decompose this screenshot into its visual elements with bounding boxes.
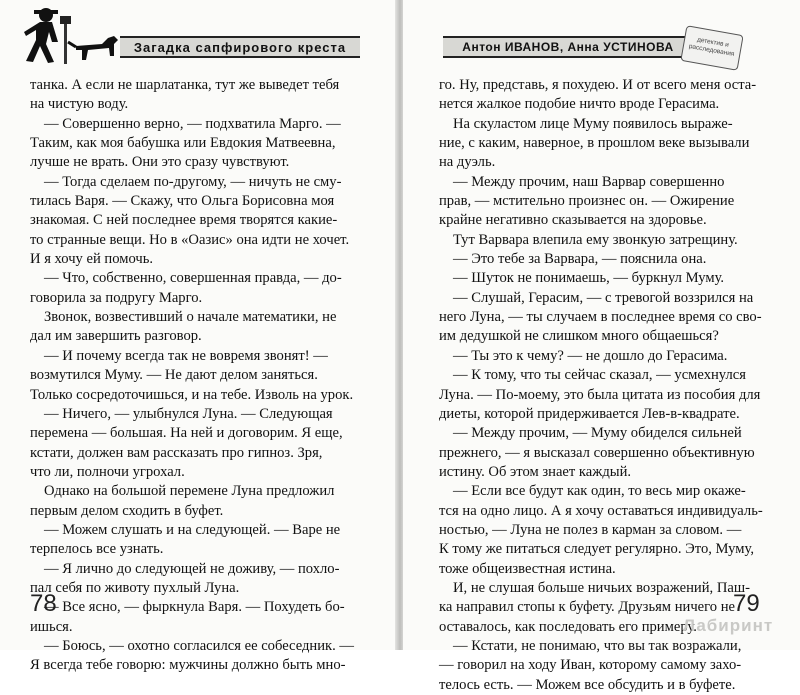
watermark-logo: Лабиринт	[683, 616, 774, 635]
text-line: оставалось, как последовать его примеру.	[439, 618, 697, 635]
text-line: Звонок, возвестивший о начале математики, не	[44, 309, 337, 326]
text-line: И, не слушая больше ничьих возражений, Паш-	[453, 579, 750, 596]
text-line: — Ничего, — улыбнулся Луна. — Следующая	[44, 405, 333, 422]
text-line: истину. Об этом знает каждый.	[439, 463, 632, 480]
text-line: диеты, которой придерживается Лев-в-квадрате.	[439, 405, 740, 422]
text-line: ишься.	[30, 618, 73, 635]
text-line: Я всегда тебе говорю: мужчины должно быть мно-	[30, 657, 346, 674]
text-line: — Я лично до следующей не доживу, — похло-	[44, 560, 340, 577]
text-line: — Слушай, Герасим, — с тревогой воззрился на	[453, 289, 754, 306]
text-line: — Ты это к чему? — не дошло до Герасима.	[453, 347, 728, 364]
text-line: — говорил на ходу Иван, которому самому захо-	[439, 657, 742, 674]
text-line: — Что, собственно, совершенная правда, — до-	[44, 270, 342, 287]
right-page-text	[439, 76, 761, 695]
text-line: Только сосредоточишься, и на тебе. Изволь на урок.	[30, 386, 354, 403]
running-header	[443, 36, 693, 58]
text-line: что ли, полночи угрохал.	[30, 463, 185, 480]
text-line: на дуэль.	[439, 154, 496, 171]
detective-with-dog-illustration	[18, 6, 126, 64]
text-line: прежнего, — я высказал совершенно объективную	[439, 444, 755, 461]
text-line: ние, с каким, наверное, в прошлом веке вызывали	[439, 135, 750, 152]
text-line: телось есть. — Можем все обсудить и в буфете.	[439, 676, 736, 693]
left-page-text	[30, 76, 355, 676]
text-line: перемена — большая. На ней и договорим. Я еще,	[30, 425, 343, 442]
text-line: ностью, — Луна не полез в карман за словом. —	[439, 521, 742, 538]
text-line: терпелось все узнать.	[30, 541, 164, 558]
text-line: На скуластом лице Муму появилось выраже-	[453, 115, 733, 132]
page-number: 79	[733, 590, 760, 617]
text-line: знакомая. С ней последнее время творятся какие-	[30, 212, 338, 229]
text-line: — Это тебе за Варвара, — пояснила она.	[453, 251, 707, 268]
text-line: Луна. — По-моему, это была цитата из пособия для	[439, 386, 761, 403]
text-line: — Все ясно, — фыркнула Варя. — Похудеть бо-	[44, 599, 345, 616]
text-line: тилась Варя. — Скажу, что Ольга Борисовна моя	[30, 193, 335, 210]
series-stamp: детектив и расследования	[680, 25, 743, 71]
text-line: крайне негативно сказывается на здоровье.	[439, 212, 707, 229]
text-line: — К тому, что ты сейчас сказал, — усмехнулся	[453, 367, 746, 384]
text-line: говорила за подругу Марго.	[30, 289, 203, 306]
text-line: танка. А если не шарлатанка, тут же выведет тебя	[30, 77, 340, 93]
text-line: — Тогда сделаем по-другому, — ничуть не сму-	[44, 173, 342, 190]
text-line: — Между прочим, наш Варвар совершенно	[453, 173, 725, 190]
text-line: Таким, как моя бабушка или Евдокия Матвеевна,	[30, 135, 336, 152]
text-line: то странные вещи. Но в «Оазис» она идти не хочет.	[30, 231, 350, 248]
text-line: — Между прочим, — Муму обиделся сильней	[453, 425, 742, 442]
text-line: первым делом сходить в буфет.	[30, 502, 224, 519]
text-line: дал им завершить разговор.	[30, 328, 202, 345]
left-page	[0, 0, 397, 674]
text-line: — Шуток не понимаешь, — буркнул Муму.	[453, 270, 725, 287]
text-line: го. Ну, представь, я похудею. И от всего меня оста-	[439, 77, 757, 93]
text-line: него Луна, — ты случаем в последнее время со сво-	[439, 309, 762, 326]
text-line: Тут Варвара влепила ему звонкую затрещину.	[453, 231, 738, 248]
text-line: К тому же питаться следует регулярно. Это, Муму,	[439, 541, 754, 558]
text-line: — Боюсь, — охотно согласился ее собеседник. —	[44, 637, 355, 654]
text-line: ка направил стопы к буфету. Друзьям ничего не	[439, 599, 735, 616]
text-line: лучше не врать. Они это сразу чувствуют.	[30, 154, 290, 171]
text-line: — Кстати, не понимаю, что вы так возражали,	[453, 637, 742, 654]
book-title: Загадка сапфирового креста	[133, 39, 347, 55]
text-line: на чистую воду.	[30, 96, 129, 113]
text-line: тоже общеизвестная истина.	[439, 560, 616, 577]
text-line: — Можем слушать и на следующей. — Варе не	[44, 521, 341, 538]
text-line: — И почему всегда так не вовремя звонят! —	[44, 347, 328, 364]
text-line: Однако на большой перемене Луна предложил	[44, 483, 335, 500]
text-line: — Если все будут как один, то весь мир окаже-	[453, 483, 746, 500]
running-header	[120, 36, 360, 58]
text-line: нется жалкое подобие ничто вроде Герасима.	[439, 96, 720, 113]
text-line: тся на одно лицо. А я хочу оставаться индивидуаль-	[439, 502, 763, 519]
text-line: И я хочу ей помочь.	[30, 251, 154, 268]
book-authors: Антон ИВАНОВ, Анна УСТИНОВА	[462, 40, 674, 54]
right-page	[403, 0, 800, 693]
text-line: пал себя по животу пухлый Луна.	[30, 579, 240, 596]
text-line: прав, — мстительно произнес он. — Ожирение	[439, 193, 735, 210]
text-line: им дедушкой не слишком много общаешься?	[439, 328, 719, 345]
page-number: 78	[30, 590, 57, 617]
text-line: возмутился Муму. — Не дают делом заняться.	[30, 367, 318, 384]
text-line: — Совершенно верно, — подхватила Марго. —	[44, 115, 341, 132]
text-line: кстати, должен вам рассказать про гипноз. Зря,	[30, 444, 323, 461]
